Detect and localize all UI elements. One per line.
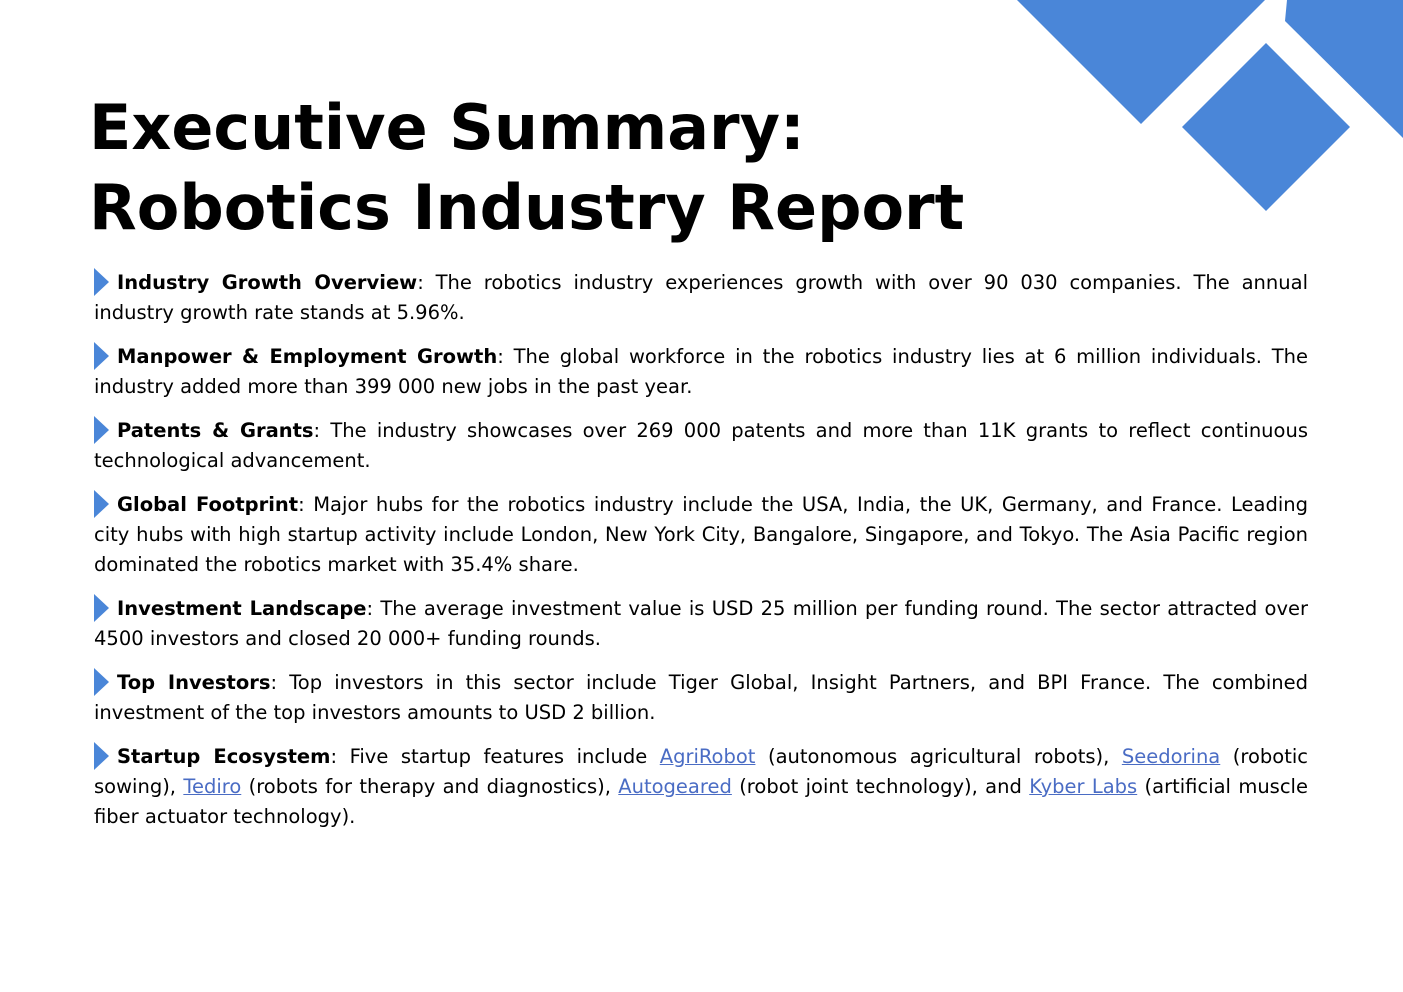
list-item-patents	[94, 416, 1308, 476]
item-heading: Global Footprint	[117, 493, 299, 516]
startup-desc: (autonomous agricultural robots),	[755, 745, 1122, 768]
item-heading: Industry Growth Overview	[117, 271, 418, 294]
title-line-2: Robotics Industry Report	[89, 171, 965, 244]
title-line-1: Executive Summary:	[89, 91, 805, 164]
bullet-arrow-icon	[94, 594, 109, 622]
item-text: : Major hubs for the robotics industry include the USA, India, the UK, Germany, and France. Leading city hubs with high startup activity include London, New York City, Bangalore, Singapore, and Tokyo. The Asia Pacific region dominated the robotics market with 35.4% share.	[94, 493, 1308, 576]
startup-link-seedorina[interactable]: Seedorina	[1121, 745, 1221, 768]
item-text: : Top investors in this sector include Tiger Global, Insight Partners, and BPI France. The combined investment of the top investors amounts to USD 2 billion.	[94, 671, 1308, 724]
startup-desc: (robots for therapy and diagnostics),	[241, 775, 619, 798]
item-text: : Five startup features include	[330, 745, 660, 768]
item-text: : The robotics industry experiences growth with over 90 030 companies. The annual industry growth rate stands at 5.96%.	[94, 271, 1308, 324]
list-item-top-investors	[94, 668, 1308, 728]
bullet-arrow-icon	[94, 416, 109, 444]
list-item-investment	[94, 594, 1308, 654]
item-text: : The average investment value is USD 25 million per funding round. The sector attracted over 4500 investors and closed 20 000+ funding rounds.	[94, 597, 1308, 650]
decor-triangle-left	[1017, 0, 1265, 124]
decor-diamond	[1182, 43, 1350, 211]
decor-triangle-right	[1285, 0, 1403, 138]
bullet-arrow-icon	[94, 342, 109, 370]
startup-link-tediro[interactable]: Tediro	[183, 775, 242, 798]
bullet-arrow-icon	[94, 490, 109, 518]
bullet-arrow-icon	[94, 268, 109, 296]
startup-desc: (artificial muscle fiber actuator technology).	[94, 775, 1308, 828]
page-title	[89, 88, 964, 248]
list-item-global-footprint	[94, 490, 1308, 580]
list-item-manpower	[94, 342, 1308, 402]
startup-link-agrirobot[interactable]: AgriRobot	[659, 745, 756, 768]
item-heading: Startup Ecosystem	[117, 745, 331, 768]
item-heading: Investment Landscape	[117, 597, 367, 620]
item-text: : The industry showcases over 269 000 patents and more than 11K grants to reflect continuous technological advancement.	[94, 419, 1308, 472]
startup-link-autogeared[interactable]: Autogeared	[618, 775, 732, 798]
bullet-arrow-icon	[94, 668, 109, 696]
startup-link-kyber-labs[interactable]: Kyber Labs	[1029, 775, 1138, 798]
summary-list	[94, 268, 1308, 846]
item-heading: Top Investors	[117, 671, 271, 694]
startup-desc: (robot joint technology), and	[731, 775, 1030, 798]
bullet-arrow-icon	[94, 742, 109, 770]
list-item-startup-ecosystem	[94, 742, 1308, 832]
item-heading: Patents & Grants	[117, 419, 314, 442]
startup-desc: (robotic sowing),	[94, 745, 1308, 798]
item-heading: Manpower & Employment Growth	[117, 345, 498, 368]
item-text: : The global workforce in the robotics industry lies at 6 million individuals. The industry added more than 399 000 new jobs in the past year.	[94, 345, 1308, 398]
list-item-industry-growth	[94, 268, 1308, 328]
